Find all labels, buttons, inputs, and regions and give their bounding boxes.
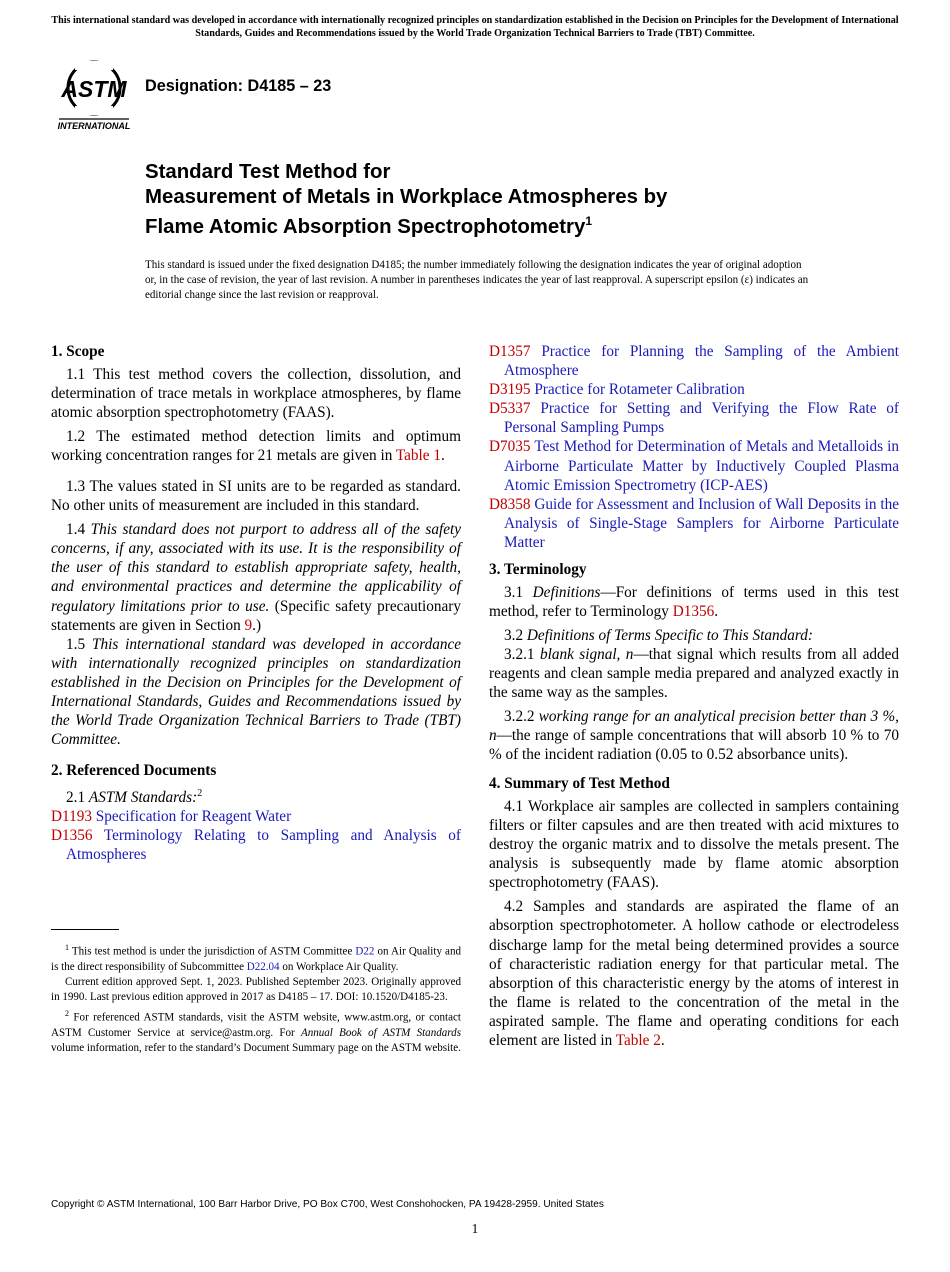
trade-notice: This international standard was developed in accordance with internationally recognized principles on standardization established in the Decision on Principles for the Development of International Standards, Guides and Recommendations issued by the World Trade Organization Technical Barriers to Trade (TBT) Committee. <box>51 15 899 39</box>
astm-logo <box>53 57 135 133</box>
scope-heading: 1. Scope <box>51 343 105 360</box>
ref-item-d8358[interactable]: D8358 Guide for Assessment and Inclusion of Wall Deposits in the Analysis of Single-Stage Samplers for Airborne Particulate Matter <box>489 495 900 551</box>
copyright: Copyright © ASTM International, 100 Barr Harbor Drive, PO Box C700, West Conshohocken, PA 19428-2959. United States <box>51 1199 604 1210</box>
scope-1-3: 1.3 The values stated in SI units are to be regarded as standard. No other units of measurement are included in this standard. <box>51 477 461 515</box>
logo-text: ASTM <box>61 76 127 102</box>
section-9-link[interactable]: 9 <box>244 616 253 634</box>
referenced-documents-heading: 2. Referenced Documents <box>51 762 217 780</box>
terminology-3-2-1: 3.2.1 blank signal, n—that signal which results from all added reagents and clean sample media prepared and analyzed exactly in the same way as the samples. <box>489 645 900 701</box>
title-line-2: Measurement of Metals in Workplace Atmospheres by <box>145 185 668 208</box>
ref-item-d7035[interactable]: D7035 Test Method for Determination of Metals and Metalloids in Airborne Particulate Matter by Inductively Coupled Plasma Atomic Emission Spectrometry (ICP-AES) <box>489 438 899 494</box>
ref-item-d1357[interactable]: D1357 Practice for Planning the Sampling of the Ambient Atmosphere <box>489 343 899 380</box>
designation: Designation: D4185 – 23 <box>145 77 332 95</box>
title-line-3: Flame Atomic Absorption Spectrophotometry <box>145 215 586 238</box>
footnotes <box>51 940 461 1056</box>
footnote-2: $^2$ For referenced ASTM standards, visit the ASTM website, www.astm.org, or contact ASTM Customer Service at service@astm.org. For Annual Book of ASTM Standards volume information, refer to the standard’s Document Summary page on the ASTM website. <box>51 1008 461 1054</box>
ref-item-d3195[interactable]: D3195 Practice for Rotameter Calibration <box>489 381 745 399</box>
subcommittee-d22-04-link[interactable]: D22.04 <box>246 960 280 973</box>
summary-4-2: 4.2 Samples and standards are aspirated the flame of an absorption spectrophotometer. A hollow cathode or electrodeless discharge lamp for the metal being determined provides a source of characteristic radiation energy for that particular metal. The absorption of this characteristic energy by the atoms of interest in the flame is related to the concentration of the metal in the aspirated sample. The flame and operating conditions for each element are listed in Table 2. <box>489 898 899 1049</box>
terminology-3-2: 3.2 Definitions of Terms Specific to This Standard: <box>504 626 813 644</box>
terminology-3-1: 3.1 Definitions—For definitions of terms used in this test method, refer to Terminology D1356. <box>489 583 899 620</box>
logo-subtext: INTERNATIONAL <box>57 121 131 131</box>
terminology-3-2-2: 3.2.2 working range for an analytical precision better than 3 %, n—the range of sample concentrations that will absorb 10 % to 70 % of the incident radiation (0.05 to 0.52 absorbance units). <box>489 708 899 764</box>
summary-heading: 4. Summary of Test Method <box>489 775 670 793</box>
scope-1-2: 1.2 The estimated method detection limits and optimum working concentration ranges for 21 metals are given in Table 1. <box>51 427 461 464</box>
footnote-1: $^1$ This test method is under the jurisdiction of ASTM Committee D22 on Air Quality and is the direct responsibility of Subcommittee D22.04 on Workplace Air Quality. <box>51 943 461 973</box>
footnote-edition: Current edition approved Sept. 1, 2023. Published September 2023. Originally approved in 1990. Last previous edition approved in 2017 as D4185 – 17. DOI: 10.1520/D4185-23. <box>51 976 461 1004</box>
ref-item-d5337[interactable]: D5337 Practice for Setting and Verifying the Flow Rate of Personal Sampling Pumps <box>489 400 900 437</box>
title-footnote-mark: 1 <box>585 214 593 228</box>
ref-item-d1356[interactable]: D1356 Terminology Relating to Sampling and Analysis of Atmospheres <box>51 827 461 864</box>
document-title <box>145 160 845 239</box>
ref-item-d1193[interactable]: D1193 Specification for Reagent Water <box>51 807 292 825</box>
summary-4-1: 4.1 Workplace air samples are collected in samplers containing filters or filter capsules and are then treated with acid mixtures to destroy the organic matrix and to dissolve the metals present. The analysis is subsequently made by flame atomic absorption spectrophotometry (FAAS). <box>489 797 899 892</box>
page-number: 1 <box>471 1221 479 1236</box>
right-column <box>489 342 899 1050</box>
title-line-1: Standard Test Method for <box>145 161 391 183</box>
astm-standards-subheading: 2.1 ASTM Standards:$^2$ <box>66 787 203 806</box>
scope-1-1: 1.1 This test method covers the collection, dissolution, and determination of trace metals in workplace atmospheres, by flame atomic absorption spectrophotometry (FAAS). <box>51 365 461 421</box>
committee-d22-link[interactable]: D22 <box>355 945 375 958</box>
table-1-link[interactable]: Table 1 <box>395 446 441 464</box>
d1356-link[interactable]: D1356 <box>672 602 715 620</box>
scope-1-4: 1.4 This standard does not purport to address all of the safety concerns, if any, associated with its use. It is the responsibility of the user of this standard to establish appropriate safety, health, and environmental practices and determine the applicability of regulatory limitations prior to use. (Specific safety precautionary statements are given in Section 9.) <box>51 521 462 634</box>
footnote-divider <box>51 929 119 930</box>
table-2-link[interactable]: Table 2 <box>615 1032 661 1049</box>
astm-logo-mark <box>53 57 135 133</box>
issue-note: This standard is issued under the fixed designation D4185; the number immediately following the designation indicates the year of original adoption or, in the case of revision, the year of last revision. A number in parentheses indicates the year of last reapproval. A superscript epsilon (ε) indicates an editorial change since the last revision or reapproval. <box>145 259 809 302</box>
left-column <box>51 342 461 864</box>
scope-1-5: 1.5 This international standard was developed in accordance with internationally recognized principles on standardization established in the Decision on Principles for the Development of International Standards, Guides and Recommendations issued by the World Trade Organization Technical Barriers to Trade (TBT) Committee. <box>51 635 462 749</box>
terminology-heading: 3. Terminology <box>489 561 587 579</box>
